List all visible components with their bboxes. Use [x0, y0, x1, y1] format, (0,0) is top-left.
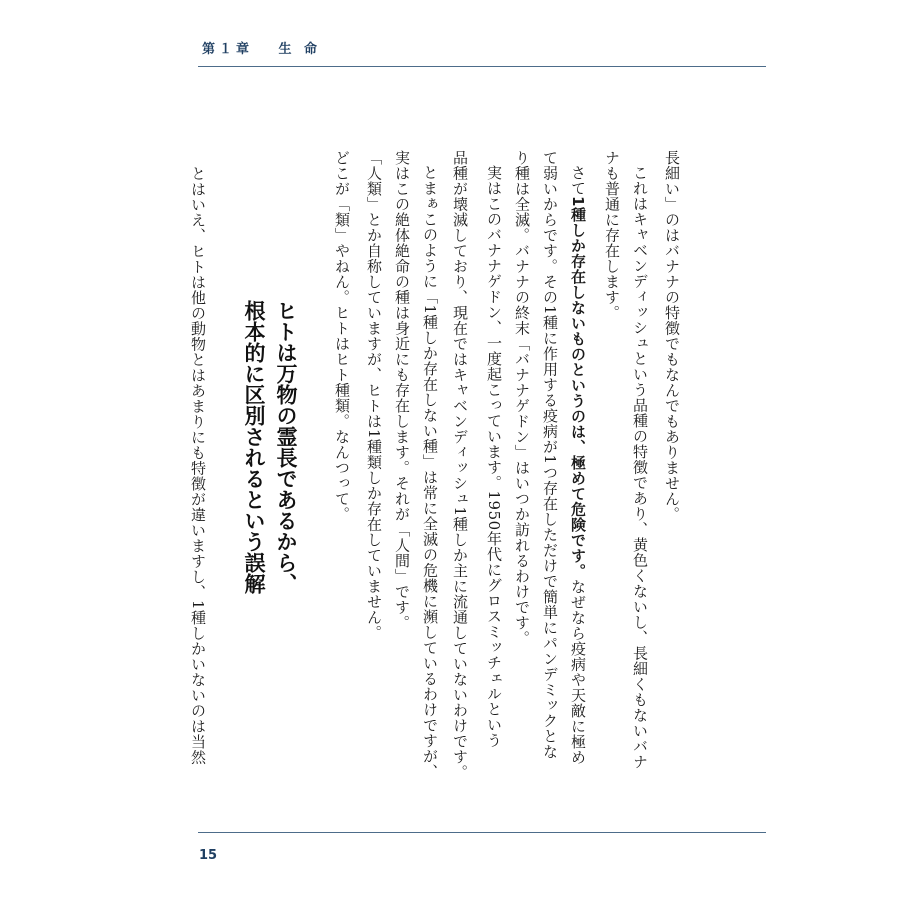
- section-heading-line-1: ヒトは万物の霊長であるから、: [274, 300, 298, 594]
- body-line-4-tail: なぜなら疫病や天敵に極め: [569, 578, 587, 765]
- body-line-1: 長細い」のはバナナの特徴でもなんでもありません。: [663, 150, 681, 522]
- header-rule: [198, 66, 766, 67]
- chapter-header: 第１章 生 命: [202, 42, 322, 57]
- body-line-13: とはいえ、ヒトは他の動物とはあまりにも特徴が違いますし、1種しかいないのは当然: [189, 166, 207, 766]
- body-line-6: り種は全滅。バナナの終末「バナナゲドン」はいつか訪れるわけです。: [513, 150, 531, 646]
- body-line-4: [566, 150, 590, 765]
- footer-rule: [198, 832, 766, 833]
- body-line-12: どこが「類」やねん。ヒトはヒト種類。なんつって。: [333, 150, 351, 522]
- body-line-4-lead: さて: [569, 165, 587, 196]
- body-line-5: て弱いからです。その1種に作用する疫病が1つ存在しただけで簡単にパンデミックとな: [541, 150, 559, 760]
- body-line-4-emphasis: 1種しか存在しないものというのは、極めて危険です。: [569, 196, 587, 579]
- body-line-8: 品種が壊滅しており、現在ではキャベンディッシュ1種しか主に流通していないわけです。: [451, 150, 469, 781]
- body-line-9: とまぁこのように「1種しか存在しない種」は常に全滅の危機に瀕しているわけですが、: [421, 165, 439, 780]
- page-number: 15: [199, 848, 218, 863]
- body-line-10: 実はこの絶体絶命の種は身近にも存在します。それが「人間」です。: [393, 150, 411, 631]
- body-line-3: ナも普通に存在します。: [603, 150, 621, 321]
- body-line-2: これはキャベンディッシュという品種の特徴であり、黄色くないし、長細くもないバナ: [631, 165, 649, 770]
- body-line-7: 実はこのバナナゲドン、一度起こっています。1950年代にグロスミッチェルという: [485, 165, 503, 748]
- body-line-11: 「人類」とか自称していますが、ヒトは1種類しか存在していません。: [365, 150, 383, 641]
- section-heading-line-2: 根本的に区別されるという誤解: [242, 300, 266, 594]
